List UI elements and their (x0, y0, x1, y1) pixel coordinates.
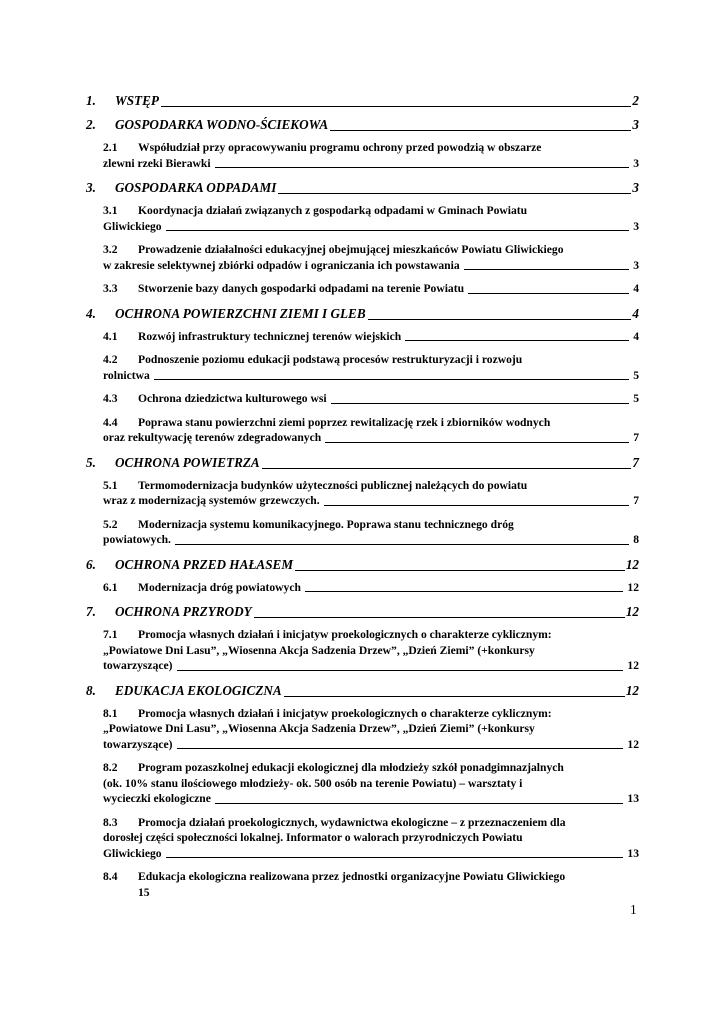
page-ref: 3 (632, 117, 639, 132)
page-number: 1 (630, 902, 637, 917)
subsection-title: Modernizacja dróg powiatowych (138, 580, 301, 594)
subsection-title-line: „Powiatowe Dni Lasu”, „Wiosenna Akcja Sadzenia Drzew”, „Dzień Ziemi” (+konkursy (103, 643, 535, 657)
page-ref: 4 (633, 282, 639, 295)
toc-subsection-8-1[interactable] (86, 706, 639, 753)
toc-subsection-4-2[interactable] (86, 352, 639, 383)
section-number: 1. (86, 93, 96, 108)
subsection-page-ref: 15 (138, 885, 150, 899)
section-number: 3. (86, 180, 96, 195)
leader-line (215, 803, 624, 804)
subsection-title-line: w zakresie selektywnej zbiórki odpadów i ograniczania ich powstawania (103, 258, 460, 272)
leader-line (166, 230, 630, 231)
subsection-number: 5.2 (103, 517, 118, 531)
subsection-title-line: „Powiatowe Dni Lasu”, „Wiosenna Akcja Sadzenia Drzew”, „Dzień Ziemi” (+konkursy (103, 722, 535, 735)
subsection-title-line: towarzyszące) (103, 737, 173, 751)
subsection-number: 6.1 (103, 580, 118, 594)
page-ref: 12 (627, 737, 639, 751)
subsection-title-line: Promocja własnych działań i inicjatyw proekologicznych o charakterze cyklicznym: (138, 706, 552, 720)
toc-subsection-8-4[interactable] (86, 869, 639, 900)
leader-line (368, 319, 632, 320)
subsection-title: Ochrona dziedzictwa kulturowego wsi (138, 392, 327, 405)
subsection-number: 8.4 (103, 870, 118, 883)
section-number: 5. (86, 454, 96, 470)
subsection-title-line: Podnoszenie poziomu edukacji podstawą procesów restrukturyzacji i rozwoju (138, 353, 523, 366)
leader-line (154, 379, 629, 380)
page-ref: 5 (633, 392, 639, 405)
toc-subsection-8-3[interactable] (86, 815, 639, 862)
toc-section-3[interactable] (86, 179, 639, 197)
page-ref: 4 (633, 329, 639, 343)
leader-line (166, 857, 624, 858)
page-ref: 7 (633, 494, 639, 507)
subsection-title-line: Program pozaszkolnej edukacji ekologicznej dla młodzieży szkół ponadgimnazjalnych (138, 761, 564, 774)
leader-line (161, 106, 631, 107)
subsection-title-line: Poprawa stanu powierzchni ziemi poprzez rewitalizację rzek i zbiorników wodnych (138, 415, 551, 429)
leader-line (254, 617, 625, 618)
subsection-title-line: Promocja własnych działań i inicjatyw proekologicznych o charakterze cyklicznym: (138, 628, 552, 641)
subsection-title-line: Koordynacja działań związanych z gospodarką odpadami w Gminach Powiatu (138, 204, 528, 217)
leader-line (175, 544, 629, 545)
section-number: 4. (86, 305, 96, 321)
leader-line (262, 468, 632, 469)
page-ref: 3 (633, 219, 639, 233)
leader-line (405, 340, 629, 341)
leader-line (295, 570, 625, 571)
toc-subsection-7-1[interactable] (86, 627, 639, 674)
subsection-title-line: Prowadzenie działalności edukacyjnej obejmującej mieszkańców Powiatu Gliwickiego (138, 243, 564, 256)
subsection-number: 4.1 (103, 329, 118, 343)
toc-subsection-4-4[interactable] (86, 415, 639, 446)
subsection-title-line: Współudział przy opracowywaniu programu ochrony przed powodzią w obszarze (138, 141, 542, 154)
subsection-title-line: Promocja działań proekologicznych, wydawnictwa ekologiczne – z przeznaczeniem dla (138, 815, 566, 829)
subsection-number: 4.2 (103, 353, 118, 366)
leader-line (331, 403, 630, 404)
toc-subsection-3-3[interactable] (86, 281, 639, 297)
toc-section-1[interactable] (86, 92, 639, 110)
toc-section-2[interactable] (86, 116, 639, 134)
page-ref: 12 (625, 604, 639, 619)
page-ref: 13 (627, 846, 639, 860)
toc-section-6[interactable] (86, 556, 639, 574)
section-title: OCHRONA PRZED HAŁASEM (115, 556, 294, 572)
page-ref: 12 (625, 556, 639, 572)
toc-subsection-2-1[interactable] (86, 140, 639, 171)
section-title: EDUKACJA EKOLOGICZNA (115, 682, 282, 698)
subsection-title-line: Gliwickiego (103, 219, 162, 233)
subsection-number: 5.1 (103, 478, 118, 492)
toc-subsection-5-1[interactable] (86, 478, 639, 509)
subsection-number: 2.1 (103, 141, 118, 154)
section-title: OCHRONA POWIETRZA (115, 454, 260, 470)
subsection-title-line: towarzyszące) (103, 659, 173, 672)
leader-line (325, 442, 629, 443)
subsection-title-line: oraz rekultywację terenów zdegradowanych (103, 431, 322, 444)
section-title: GOSPODARKA ODPADAMI (115, 180, 277, 195)
leader-line (177, 670, 624, 671)
section-number: 2. (86, 117, 96, 132)
subsection-title: Stworzenie bazy danych gospodarki odpadami na terenie Powiatu (138, 282, 465, 295)
subsection-number: 8.3 (103, 815, 118, 829)
toc-section-4[interactable] (86, 305, 639, 323)
page-ref: 12 (625, 682, 639, 698)
toc-section-7[interactable] (86, 603, 639, 621)
toc-subsection-6-1[interactable] (86, 580, 639, 596)
toc-subsection-5-2[interactable] (86, 517, 639, 548)
section-title: OCHRONA POWIERZCHNI ZIEMI I GLEB (115, 305, 366, 321)
subsection-title: Rozwój infrastruktury technicznej terenów wiejskich (138, 329, 402, 343)
leader-line (278, 193, 631, 194)
subsection-number: 3.3 (103, 282, 118, 295)
page-ref: 3 (633, 258, 639, 272)
leader-line (464, 269, 630, 270)
toc-subsection-8-2[interactable] (86, 760, 639, 807)
page-ref: 2 (632, 93, 639, 108)
toc-subsection-4-1[interactable] (86, 329, 639, 345)
subsection-number: 3.2 (103, 243, 118, 256)
subsection-title-line: dorosłej części społeczności lokalnej. Informator o walorach przyrodniczych Powiatu (103, 831, 523, 844)
subsection-number: 8.1 (103, 706, 118, 720)
section-title: WSTĘP (115, 93, 159, 108)
page-ref: 5 (633, 368, 639, 382)
subsection-title-line: (ok. 10% stanu ilościowego młodzieży- ok. 500 osób na terenie Powiatu) – warsztaty i (103, 776, 523, 790)
section-title: GOSPODARKA WODNO-ŚCIEKOWA (115, 117, 329, 132)
subsection-number: 4.4 (103, 415, 118, 429)
page-ref: 12 (627, 580, 639, 594)
subsection-title-line: Gliwickiego (103, 846, 162, 860)
subsection-title-line: wycieczki ekologiczne (103, 792, 211, 805)
leader-line (284, 696, 625, 697)
toc-subsection-4-3[interactable] (86, 391, 639, 407)
subsection-title-line: Edukacja ekologiczna realizowana przez jednostki organizacyjne Powiatu Gliwickiego (138, 870, 566, 883)
subsection-number: 8.2 (103, 761, 118, 774)
leader-line (468, 293, 629, 294)
toc-section-8[interactable] (86, 682, 639, 700)
subsection-title-line: Termomodernizacja budynków użyteczności publicznej należących do powiatu (138, 478, 528, 492)
toc-subsection-3-2[interactable] (86, 242, 639, 273)
section-number: 8. (86, 682, 96, 698)
leader-line (330, 130, 631, 131)
subsection-number: 4.3 (103, 392, 118, 405)
page-ref: 7 (633, 431, 639, 444)
page-ref: 3 (633, 156, 639, 170)
table-of-contents (86, 92, 639, 908)
page-ref: 3 (632, 180, 639, 195)
page-ref: 12 (627, 659, 639, 672)
toc-section-5[interactable] (86, 454, 639, 472)
section-number: 6. (86, 556, 96, 572)
page-ref: 7 (632, 454, 639, 470)
subsection-number: 7.1 (103, 628, 118, 641)
subsection-title-line: rolnictwa (103, 368, 150, 382)
subsection-number: 3.1 (103, 204, 118, 217)
subsection-title-line: powiatowych. (103, 533, 171, 546)
section-number: 7. (86, 604, 96, 619)
page-ref: 8 (633, 533, 639, 546)
subsection-title-line: zlewni rzeki Bierawki (103, 156, 211, 170)
leader-line (324, 505, 630, 506)
leader-line (177, 748, 624, 749)
leader-line (305, 591, 623, 592)
page-ref: 4 (632, 305, 639, 321)
toc-subsection-3-1[interactable] (86, 203, 639, 234)
subsection-title-line: Modernizacja systemu komunikacyjnego. Poprawa stanu technicznego dróg (138, 517, 514, 531)
leader-line (215, 167, 630, 168)
page-ref: 13 (627, 792, 639, 805)
subsection-title-line: wraz z modernizacją systemów grzewczych. (103, 494, 320, 507)
section-title: OCHRONA PRZYRODY (115, 604, 252, 619)
